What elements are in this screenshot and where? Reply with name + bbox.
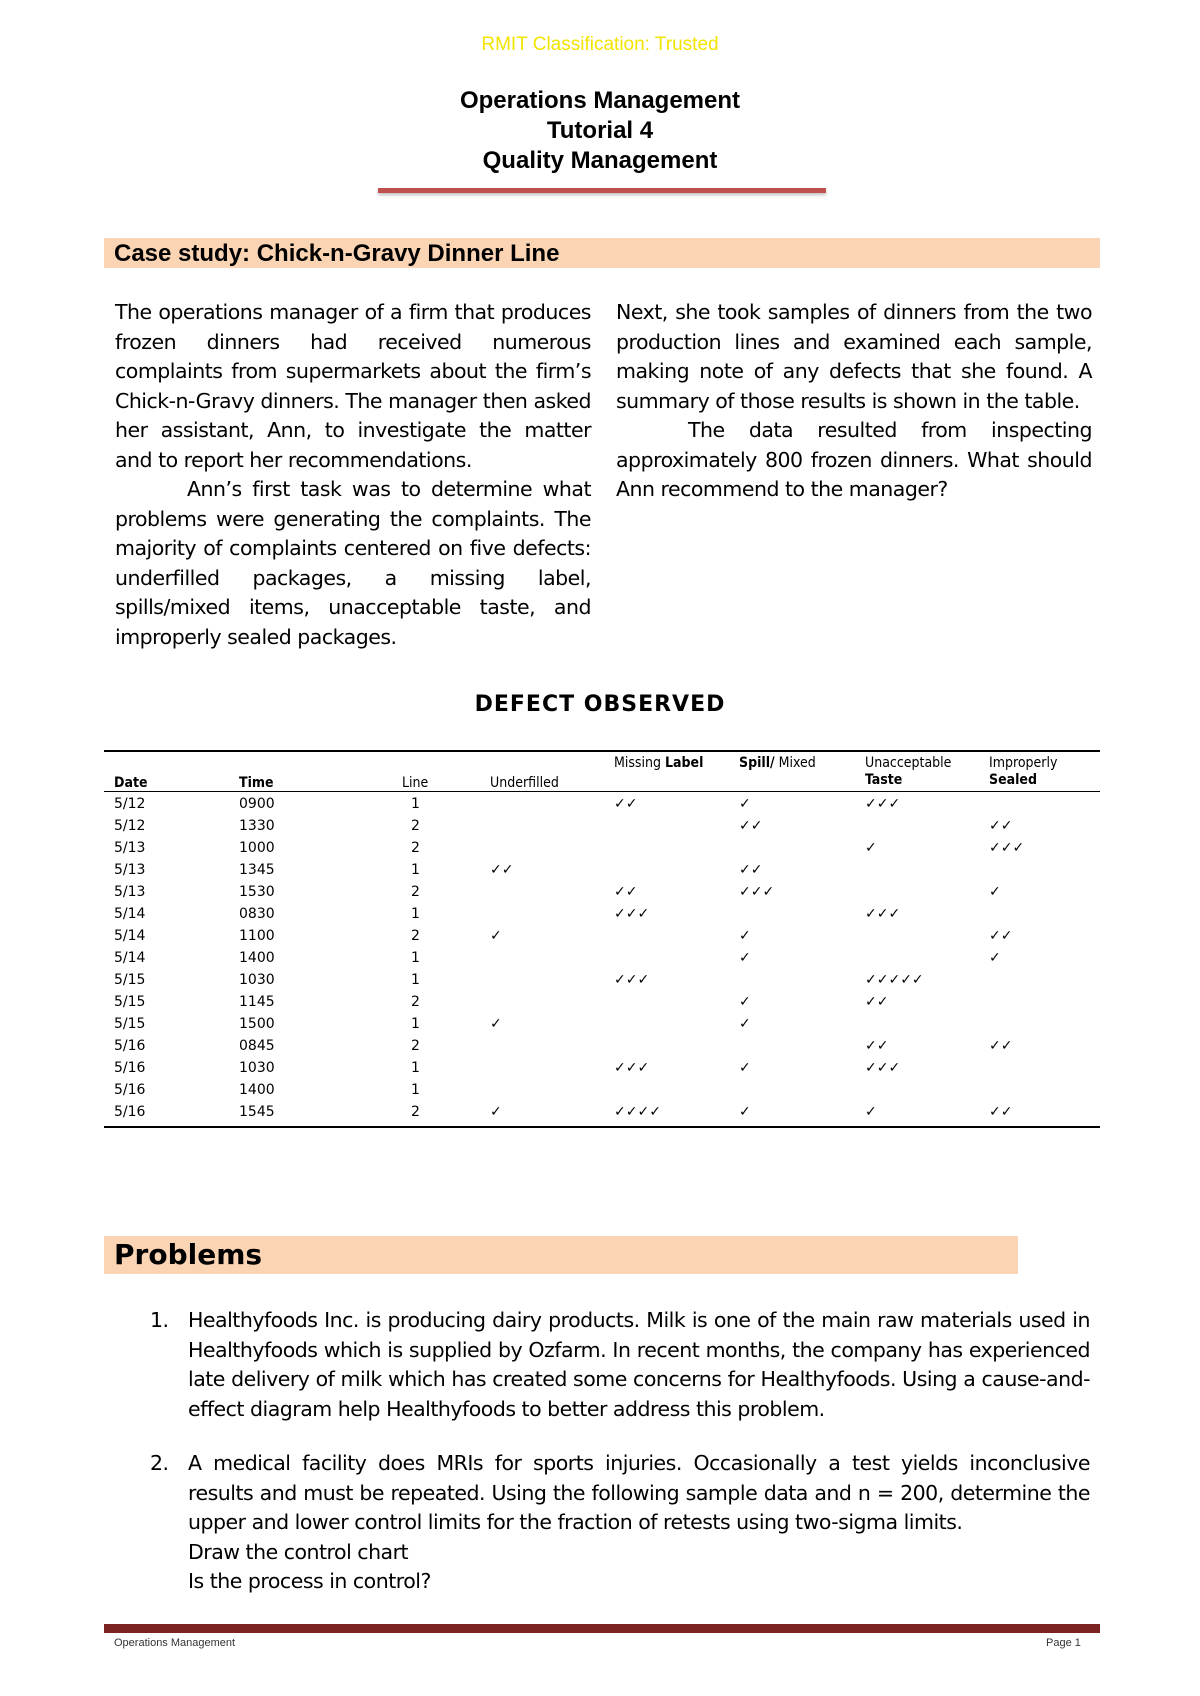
cell-time: 0830 xyxy=(239,906,275,922)
cell-line: 1 xyxy=(411,950,420,966)
cell-improperly-sealed: ✓ xyxy=(989,884,1001,900)
problems-heading: Problems xyxy=(114,1238,263,1271)
problem-number: 2. xyxy=(150,1451,169,1475)
header-taste-a: Unacceptable xyxy=(865,755,952,771)
cell-spill-mixed: ✓ xyxy=(739,994,751,1010)
table-row xyxy=(0,838,1200,860)
cell-time: 1345 xyxy=(239,862,275,878)
cell-date: 5/16 xyxy=(114,1060,146,1076)
cell-spill-mixed: ✓✓ xyxy=(739,862,763,878)
table-row xyxy=(0,1102,1200,1124)
title-line-1: Operations Management xyxy=(459,87,741,114)
cell-spill-mixed: ✓ xyxy=(739,950,751,966)
table-row xyxy=(0,1058,1200,1080)
header-spill-a: Spill/ xyxy=(739,755,775,771)
table-row xyxy=(0,1080,1200,1102)
cell-underfilled: ✓ xyxy=(490,1016,502,1032)
problem-instruction-chart: Draw the control chart xyxy=(188,1539,409,1564)
cell-unacceptable-taste: ✓✓ xyxy=(865,994,889,1010)
table-row xyxy=(0,1014,1200,1036)
header-line: Line xyxy=(402,775,429,791)
table-row xyxy=(0,882,1200,904)
cell-date: 5/16 xyxy=(114,1038,146,1054)
cell-line: 2 xyxy=(411,818,420,834)
cell-time: 1030 xyxy=(239,972,275,988)
cell-improperly-sealed: ✓✓✓ xyxy=(989,840,1025,856)
cell-time: 1330 xyxy=(239,818,275,834)
cell-time: 1000 xyxy=(239,840,275,856)
table-row xyxy=(0,794,1200,816)
cell-time: 1030 xyxy=(239,1060,275,1076)
cell-unacceptable-taste: ✓✓✓ xyxy=(865,796,901,812)
cell-date: 5/14 xyxy=(114,906,146,922)
title-line-2: Tutorial 4 xyxy=(546,117,654,144)
table-row xyxy=(0,860,1200,882)
cell-line: 1 xyxy=(411,862,420,878)
cell-time: 1100 xyxy=(239,928,275,944)
case-study-heading: Case study: Chick-n-Gravy Dinner Line xyxy=(114,240,560,267)
case-paragraph-1: The operations manager of a firm that produces frozen dinners had received numerous complaints from supermarkets about the firm’s Chick-n-Gravy dinners. The manager then asked her assistant, Ann, to investigate the matter and to report her recommendations. xyxy=(115,300,591,472)
cell-missing-label: ✓✓ xyxy=(614,796,638,812)
cell-missing-label: ✓✓✓ xyxy=(614,1060,650,1076)
cell-line: 1 xyxy=(411,1060,420,1076)
footer-rule xyxy=(104,1624,1100,1633)
header-underfilled: Underfilled xyxy=(490,775,559,791)
cell-missing-label: ✓✓ xyxy=(614,884,638,900)
cell-missing-label: ✓✓✓✓ xyxy=(614,1104,661,1120)
table-bottom-rule xyxy=(104,1126,1100,1128)
cell-time: 1145 xyxy=(239,994,275,1010)
defect-table-title: DEFECT OBSERVED xyxy=(474,692,726,717)
problem-item-2 xyxy=(150,1449,1090,1597)
footer-document-name: Operations Management xyxy=(114,1637,236,1649)
cell-spill-mixed: ✓ xyxy=(739,1016,751,1032)
cell-date: 5/12 xyxy=(114,796,146,812)
cell-line: 2 xyxy=(411,994,420,1010)
table-row xyxy=(0,1036,1200,1058)
cell-time: 1400 xyxy=(239,950,275,966)
problem-instruction-control: Is the process in control? xyxy=(188,1569,431,1593)
cell-unacceptable-taste: ✓✓ xyxy=(865,1038,889,1054)
header-unacceptable-taste xyxy=(865,755,951,789)
cell-time: 1400 xyxy=(239,1082,275,1098)
title-divider xyxy=(378,188,826,193)
table-row xyxy=(0,816,1200,838)
cell-date: 5/16 xyxy=(114,1104,146,1120)
defect-table-body xyxy=(0,794,1200,1124)
header-missing-label xyxy=(614,755,703,772)
cell-time: 1545 xyxy=(239,1104,275,1120)
case-study-right-column xyxy=(616,298,1092,505)
case-paragraph-2: Ann’s first task was to determine what problems were generating the complaints. The majority of complaints centered on five defects: underfilled packages, a missing label, spills/mixed items, unacceptable taste, and improperly sealed packages. xyxy=(115,477,591,649)
cell-line: 1 xyxy=(411,1016,420,1032)
footer-page-number: Page 1 xyxy=(1046,1637,1081,1649)
cell-date: 5/13 xyxy=(114,840,146,856)
cell-line: 2 xyxy=(411,1038,420,1054)
cell-spill-mixed: ✓✓ xyxy=(739,818,763,834)
cell-date: 5/15 xyxy=(114,994,146,1010)
cell-unacceptable-taste: ✓✓✓ xyxy=(865,906,901,922)
header-date: Date xyxy=(114,775,148,791)
cell-improperly-sealed: ✓✓ xyxy=(989,818,1013,834)
cell-improperly-sealed: ✓ xyxy=(989,950,1001,966)
header-spill-mixed xyxy=(739,755,816,772)
cell-spill-mixed: ✓ xyxy=(739,928,751,944)
cell-underfilled: ✓ xyxy=(490,1104,502,1120)
cell-missing-label: ✓✓✓ xyxy=(614,906,650,922)
cell-time: 1500 xyxy=(239,1016,275,1032)
cell-date: 5/15 xyxy=(114,1016,146,1032)
problems-list xyxy=(150,1306,1090,1622)
cell-time: 0900 xyxy=(239,796,275,812)
case-study-left-column xyxy=(115,298,591,652)
cell-unacceptable-taste: ✓ xyxy=(865,840,877,856)
header-sealed-a: Improperly xyxy=(989,755,1058,771)
cell-unacceptable-taste: ✓✓✓✓✓ xyxy=(865,972,924,988)
problem-text: A medical facility does MRIs for sports injuries. Occasionally a test yields inconclusive results and must be repeated. Using the following sample data and n = 200, determine the upper and lower control limits for the fraction of retests using two-sigma limits. xyxy=(188,1451,1090,1534)
cell-date: 5/14 xyxy=(114,950,146,966)
table-top-rule xyxy=(104,750,1100,752)
cell-spill-mixed: ✓ xyxy=(739,1060,751,1076)
cell-date: 5/15 xyxy=(114,972,146,988)
header-improperly-sealed xyxy=(989,755,1057,789)
header-missing-label-a: Missing xyxy=(614,755,665,771)
header-missing-label-b: Label xyxy=(664,755,704,771)
table-row xyxy=(0,948,1200,970)
document-title xyxy=(0,86,1200,176)
cell-improperly-sealed: ✓✓ xyxy=(989,928,1013,944)
header-spill-b: Mixed xyxy=(774,755,816,771)
cell-line: 2 xyxy=(411,928,420,944)
cell-improperly-sealed: ✓✓ xyxy=(989,1104,1013,1120)
cell-missing-label: ✓✓✓ xyxy=(614,972,650,988)
cell-improperly-sealed: ✓✓ xyxy=(989,1038,1013,1054)
table-row xyxy=(0,926,1200,948)
table-row xyxy=(0,904,1200,926)
header-taste-b: Taste xyxy=(865,772,903,788)
case-study-heading-band xyxy=(104,238,1100,268)
case-paragraph-4: The data resulted from inspecting approximately 800 frozen dinners. What should Ann recommend to the manager? xyxy=(616,418,1092,501)
header-sealed-b: Sealed xyxy=(989,772,1037,788)
cell-underfilled: ✓ xyxy=(490,928,502,944)
cell-spill-mixed: ✓ xyxy=(739,1104,751,1120)
problem-text: Healthyfoods Inc. is producing dairy products. Milk is one of the main raw materials used in Healthyfoods which is supplied by Ozfarm. In recent months, the company has experienced late delivery of milk which has created some concerns for Healthyfoods. Using a cause-and-effect diagram help Healthyfoods to better address this problem. xyxy=(188,1308,1090,1421)
cell-time: 1530 xyxy=(239,884,275,900)
cell-date: 5/12 xyxy=(114,818,146,834)
table-row xyxy=(0,992,1200,1014)
classification-label: RMIT Classification: Trusted xyxy=(481,34,719,55)
cell-unacceptable-taste: ✓✓✓ xyxy=(865,1060,901,1076)
cell-time: 0845 xyxy=(239,1038,275,1054)
title-line-3: Quality Management xyxy=(482,147,718,174)
cell-line: 1 xyxy=(411,796,420,812)
case-paragraph-3: Next, she took samples of dinners from the two production lines and examined each sample, making note of any defects that she found. A summary of those results is shown in the table. xyxy=(616,300,1092,413)
cell-line: 1 xyxy=(411,972,420,988)
problem-item-1 xyxy=(150,1306,1090,1424)
cell-line: 2 xyxy=(411,1104,420,1120)
cell-date: 5/13 xyxy=(114,862,146,878)
cell-line: 2 xyxy=(411,884,420,900)
cell-underfilled: ✓✓ xyxy=(490,862,514,878)
cell-date: 5/13 xyxy=(114,884,146,900)
cell-line: 1 xyxy=(411,906,420,922)
cell-unacceptable-taste: ✓ xyxy=(865,1104,877,1120)
cell-line: 2 xyxy=(411,840,420,856)
cell-date: 5/14 xyxy=(114,928,146,944)
cell-line: 1 xyxy=(411,1082,420,1098)
header-time: Time xyxy=(239,775,274,791)
cell-date: 5/16 xyxy=(114,1082,146,1098)
cell-spill-mixed: ✓✓✓ xyxy=(739,884,775,900)
table-header-rule xyxy=(104,791,1100,792)
problem-number: 1. xyxy=(150,1308,169,1332)
cell-spill-mixed: ✓ xyxy=(739,796,751,812)
table-row xyxy=(0,970,1200,992)
problems-heading-band xyxy=(104,1236,1018,1274)
